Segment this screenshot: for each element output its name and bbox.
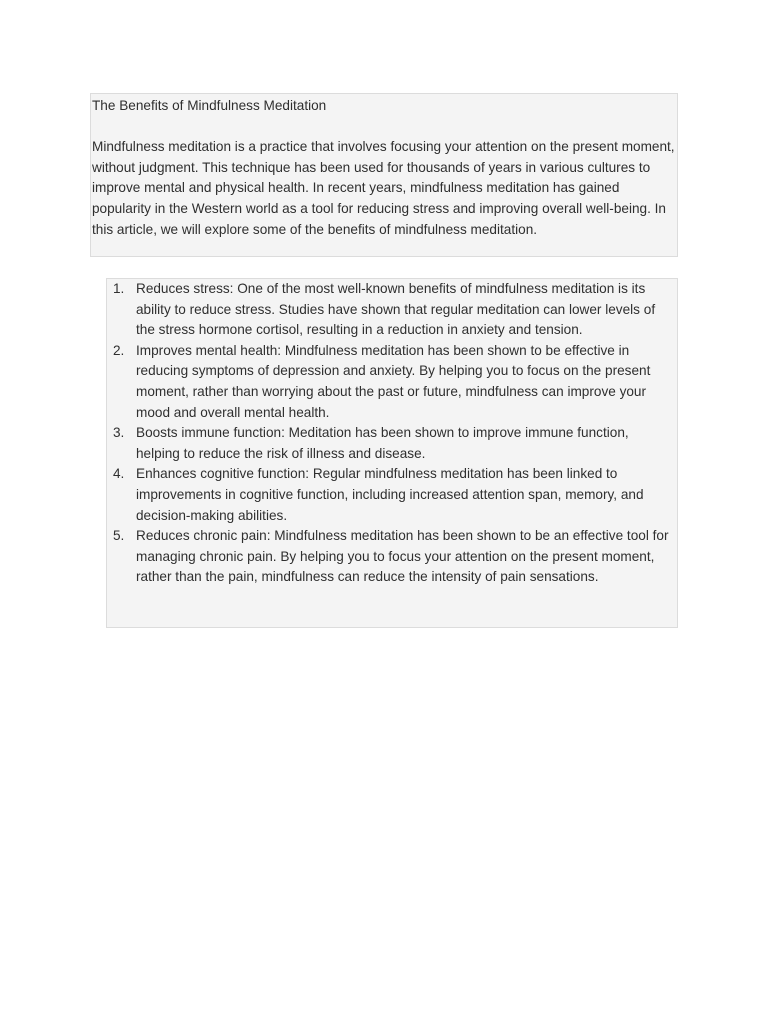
list-item-number: 2. <box>113 342 125 358</box>
intro-paragraph: Mindfulness meditation is a practice that involves focusing your attention on the present moment, without judgment. This technique has been used for thousands of years in various cultures to improve mental and physical health. In recent years, mindfulness meditation has gained popularity in the Western world as a tool for reducing stress and improving overall well-being. In this article, we will explore some of the benefits of mindfulness meditation. <box>92 139 675 237</box>
list-item <box>107 464 677 526</box>
intro-section <box>90 93 678 257</box>
list-item-number: 3. <box>113 425 125 441</box>
benefits-list <box>107 279 677 588</box>
list-item <box>107 526 677 588</box>
list-item-text: Reduces stress: One of the most well-known benefits of mindfulness meditation is its ability to reduce stress. Studies have shown that regular meditation can lower levels of the stress hormone cortisol, resulting in a reduction in anxiety and tension. <box>136 281 656 338</box>
list-item-text: Boosts immune function: Meditation has been shown to improve immune function, helping to reduce the risk of illness and disease. <box>136 425 629 461</box>
benefits-section <box>106 278 678 628</box>
list-item <box>107 341 677 423</box>
list-item-number: 4. <box>113 466 125 482</box>
list-item <box>107 279 677 341</box>
list-item-text: Reduces chronic pain: Mindfulness meditation has been shown to be an effective tool for managing chronic pain. By helping you to focus your attention on the present moment, rather than the pain, mindfulness can reduce the intensity of pain sensations. <box>136 528 669 585</box>
list-item-text: Enhances cognitive function: Regular mindfulness meditation has been linked to improvements in cognitive function, including increased attention span, memory, and decision-making abilities. <box>136 466 644 523</box>
list-item <box>107 423 677 464</box>
article-title: The Benefits of Mindfulness Meditation <box>92 98 327 113</box>
list-item-number: 5. <box>113 528 125 544</box>
list-item-number: 1. <box>113 281 125 296</box>
list-item-text: Improves mental health: Mindfulness meditation has been shown to be effective in reducing symptoms of depression and anxiety. By helping you to focus on the present moment, rather than worrying about the past or future, mindfulness can improve your mood and overall mental health. <box>136 342 651 420</box>
